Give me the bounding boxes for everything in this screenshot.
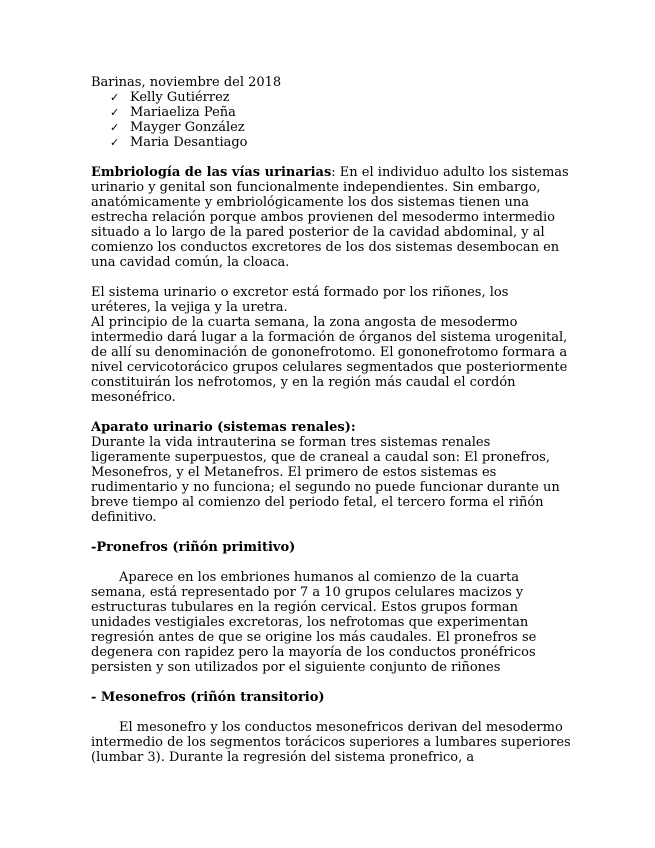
embryology-title: Embriología de las vías urinarias — [91, 165, 332, 180]
gononephrotome-paragraph: Al principio de la cuarta semana, la zona angosta de mesodermo intermedio dará lugar a la formación de órganos del sistema urogenital, de allí su denominación de gononefrotomo. El gononefrotomo formara a nivel cervicotorácico grupos celulares segmentados que posteriormente constituirán los nefrotomos, y en la región más caudal el cordón mesonéfrico. — [91, 315, 568, 405]
pronefros-heading: -Pronefros (riñón primitivo) — [91, 540, 296, 555]
author-item — [110, 120, 571, 135]
urinary-system-paragraph: El sistema urinario o excretor está formado por los riñones, los uréteres, la vejiga y la uretra. — [91, 285, 509, 315]
embryology-text: : En el individuo adulto los sistemas urinario y genital son funcionalmente independientes. Sin embargo, anatómicamente y embriológicamente los dos sistemas tienen una estrecha relación porque ambos provienen del mesodermo intermedio situado a lo largo de la pared posterior de la cavidad abdominal, y al comienzo los conductos excretores de los dos sistemas desembocan en una cavidad común, la cloaca. — [91, 165, 569, 270]
renal-systems-paragraph: Durante la vida intrauterina se forman tres sistemas renales ligeramente superpuestos, que de craneal a caudal son: El pronefros, Mesonefros, y el Metanefros. El primero de estos sistemas es rudimentario y no funciona; el segundo no puede funcionar durante un breve tiempo al comienzo del periodo fetal, el tercero forma el riñón definitivo. — [91, 435, 560, 525]
author-name: Maria Desantiago — [130, 135, 248, 150]
check-icon: ✓ — [110, 136, 120, 149]
author-item — [110, 90, 571, 105]
author-name: Mariaeliza Peña — [130, 105, 236, 120]
author-name: Kelly Gutiérrez — [130, 90, 230, 105]
mesonefros-paragraph: El mesonefro y los conductos mesonefricos derivan del mesodermo intermedio de los segmentos torácicos superiores a lumbares superiores (lumbar 3). Durante la regresión del sistema pronefrico, a — [91, 720, 571, 765]
author-item — [110, 105, 571, 120]
check-icon: ✓ — [110, 106, 120, 119]
pronefros-paragraph: Aparece en los embriones humanos al comienzo de la cuarta semana, está representado por 7 a 10 grupos celulares macizos y estructuras tubulares en la región cervical. Estos grupos forman unidades vestigiales excretoras, los nefrotomas que experimentan regresión antes de que se origine los más caudales. El pronefros se degenera con rapidez pero la mayoría de los conductos pronéfricos persisten y son utilizados por el siguiente conjunto de riñones — [91, 570, 537, 675]
author-list — [91, 90, 571, 150]
place-date: Barinas, noviembre del 2018 — [91, 75, 282, 90]
mesonefros-heading: - Mesonefros (riñón transitorio) — [91, 690, 325, 705]
document-page — [91, 75, 571, 765]
embryology-paragraph — [91, 165, 571, 270]
check-icon: ✓ — [110, 91, 120, 104]
author-item — [110, 135, 571, 150]
author-name: Mayger González — [130, 120, 245, 135]
check-icon: ✓ — [110, 121, 120, 134]
renal-systems-heading: Aparato urinario (sistemas renales): — [91, 420, 356, 435]
